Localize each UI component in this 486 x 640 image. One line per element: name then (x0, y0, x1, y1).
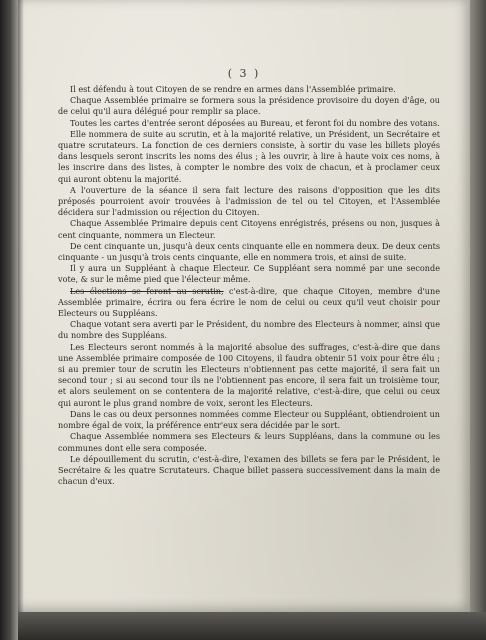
paragraph-13: Chaque Assemblée nommera ses Electeurs & leurs Suppléans, dans la commune ou les communes dont elle sera composée. (58, 431, 440, 453)
paragraph-14: Le dépouillement du scrutin, c'est-à-dire, l'examen des billets se fera par le Président, le Secrétaire & les quatre Scrutateurs. Chaque billet passera successivement dans la main de chacun d'eux. (58, 453, 440, 487)
binding-edge (0, 0, 18, 640)
page-fold-shadow (18, 0, 24, 612)
paragraph-11: Les Electeurs seront nommés à la majorité absolue des suffrages, c'est-à-dire que dans une Assemblée primaire composée de 100 Citoyens, il faudra obtenir 51 voix pour être élu ; si au premier tour de scrutin les Electeurs n'obtiennent pas cette majorité, il sera fait un second tour ; si au second tour ils ne l'obtiennent pas encore, il sera fait un troisième tour, et alors seulement on se contentera de la majorité relative, c'est-à-dire, que celui ou ceux qui auront le plus grand nombre de voix, seront les Electeurs. (58, 341, 440, 408)
page-right-edge (470, 0, 486, 640)
paragraph-12: Dans le cas ou deux personnes nommées comme Electeur ou Suppléant, obtiendroient un nombre égal de voix, la préférence entr'eux sera décidée par le sort. (58, 408, 440, 431)
paragraph-7: De cent cinquante un, jusqu'à deux cents cinquante elle en nommera deux. De deux cents cinquante - un jusqu'à trois cents cinquante, elle en nommera trois, et ainsi de suite. (58, 240, 440, 263)
paragraph-4: Elle nommera de suite au scrutin, et à la majorité relative, un Président, un Secrétaire et quatre scrutateurs. La fonction de ces derniers consiste, à sortir du vase les billets ployés dans lesquels seront inscrits les noms des élus ; à les ouvrir, à lire à haute voix ces noms, à les inscrire dans des listes, à compter le nombre des voix de chacun, et à proclamer ceux qui auront obtenu la majorité. (58, 128, 440, 184)
paragraph-10: Chaque votant sera averti par le Président, du nombre des Electeurs à nommer, ainsi que du nombre des Suppléans. (58, 319, 440, 341)
struck-through-text: Les élections se feront au scrutin, (70, 285, 224, 296)
page-number: ( 3 ) (227, 67, 261, 80)
paragraph-3: Toutes les cartes d'entrée seront déposées au Bureau, et feront foi du nombre des votans. (70, 117, 440, 128)
paragraph-9-text: c'est-à-dire, que chaque Citoyen, membre d'une Assemblée primaire, écrira ou fera écrire le nom de celui ou ceux qu'il veut choisir pour Electeurs ou Suppléans. (58, 285, 441, 319)
paragraph-5: A l'ouverture de la séance il sera fait lecture des raisons d'opposition que les dits préposés pourroient avoir trouvées à l'admission de tel ou tel Citoyen, et l'Assemblée décidera sur l'admission ou réjection du Citoyen. (58, 184, 440, 218)
paragraph-1: Il est défendu à tout Citoyen de se rendre en armes dans l'Assemblée primaire. (70, 84, 396, 94)
paragraph-6: Chaque Assemblée Primaire depuis cent Citoyens enrégistrés, présens ou non, jusques à cent cinquante, nommera un Electeur. (58, 218, 440, 240)
scan-bottom-shadow (18, 612, 486, 640)
paragraph-2: Chaque Assemblée primaire se formera sous la présidence provisoire du doyen d'âge, ou de celui qu'il aura délégué pour remplir sa place. (58, 95, 440, 117)
document-page (18, 0, 470, 612)
paragraph-9 (58, 286, 440, 320)
body-text (58, 84, 440, 487)
paragraph-8: Il y aura un Suppléant à chaque Electeur. Ce Suppléant sera nommé par une seconde vote, & sur le même pied que l'électeur même. (58, 263, 440, 285)
